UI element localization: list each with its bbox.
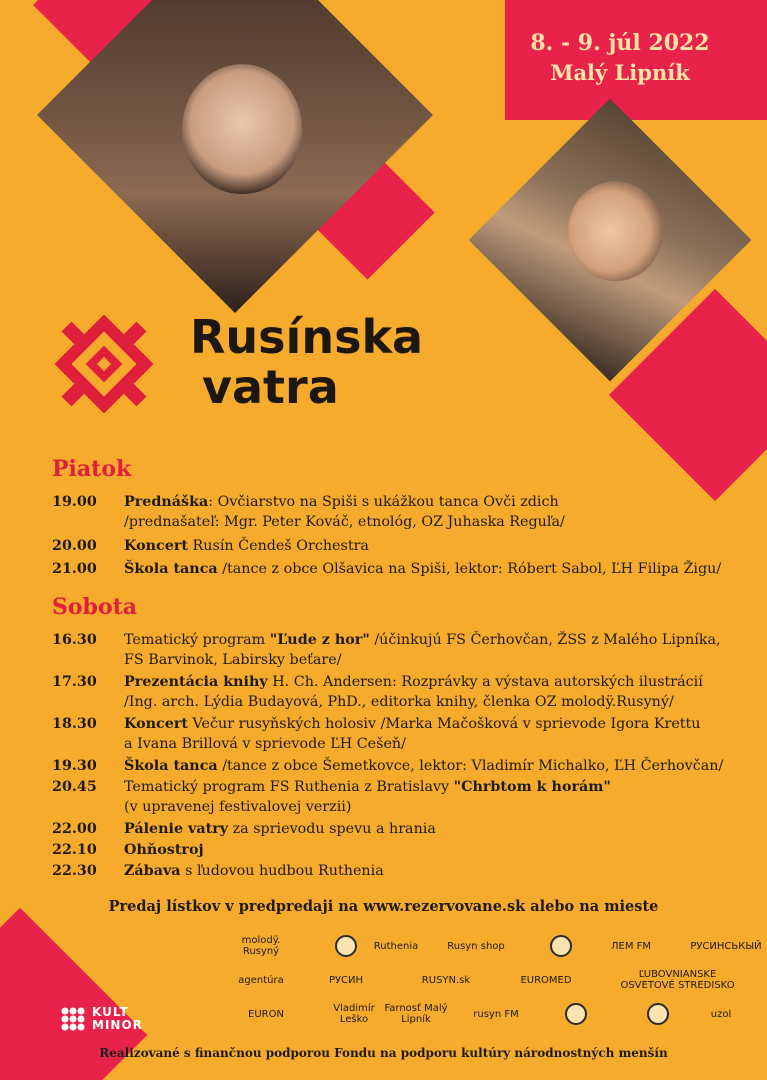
kultminor-icon [60,1006,86,1032]
schedule-description: Koncert Rusín Čendeš Orchestra [124,538,369,554]
schedule-description: Ohňostroj [124,842,204,858]
schedule-time: 20.00 [52,538,97,554]
schedule-time: 22.10 [52,842,97,858]
schedule-description: Prednáška: Ovčiarstvo na Spiši s ukážkou tanca Ovči zdich /prednašateľ: Mgr. Peter Kováč, etnológ, OZ Juhaska Reguľa/ [124,494,565,530]
schedule-time: 20.45 [52,779,97,795]
ticket-url-link[interactable]: www.rezervovane.sk [363,898,526,915]
schedule-time: 21.00 [52,561,97,577]
schedule-row [52,777,752,817]
schedule-description: Tematický program FS Ruthenia z Bratislavy "Chrbtom k horám" (v upravenej festivalovej verzii) [124,779,611,815]
schedule-row [52,630,752,670]
schedule-row [52,840,752,860]
schedule-time: 22.30 [52,863,97,879]
festival-title: Rusínska vatra [190,310,424,414]
sponsor-logo [540,1000,612,1028]
sponsor-logo: ĽUBOVNIANSKE OSVETOVÉ STREDISKO [620,969,735,991]
schedule-row [52,819,752,839]
schedule-description: Škola tanca /tance z obce Šemetkovce, lektor: Vladimír Michalko, ĽH Čerhovčan/ [124,758,724,774]
schedule-description: Pálenie vatry za sprievodu spevu a hrania [124,821,436,837]
schedule-description: Koncert Večur rusyňských holosiv /Marka Mačošková v sprievode Igora Krettu a Ivana Brillová v sprievode ĽH Cešeň/ [124,716,701,752]
sponsor-logo: РУСИНСЬКЫЙ [690,940,762,952]
sponsor-logo: rusyn FM [473,1008,519,1020]
sponsor-logo: Farnosť Malý Lipník [384,1003,448,1025]
sponsor-logo: uzol [710,1008,732,1020]
schedule-row [52,861,752,881]
schedule-row [52,756,752,776]
sponsor-logo: РУСИН [328,974,364,986]
ticket-info: Predaj lístkov v predpredaji na www.rezervovane.sk alebo na mieste [108,898,659,915]
sponsor-logo: Ruthenia [373,940,419,952]
sponsor-logo: ЛЕМ FM [610,940,652,952]
sponsor-logo: EURON [248,1008,284,1020]
sponsor-logo: Vladimír Leško [333,1003,375,1025]
schedule-time: 16.30 [52,632,97,648]
funding-footer: Realizované s finančnou podporou Fondu na podporu kultúry národnostných menšín [99,1046,668,1060]
schedule-row [52,714,752,754]
schedule-description: Prezentácia knihy H. Ch. Andersen: Rozprávky a výstava autorských ilustrácií /Ing. arch. Lýdia Budayová, PhD., editorka knihy, členka OZ molodÿ.Rusyný/ [124,674,703,710]
schedule-time: 17.30 [52,674,97,690]
schedule-time: 19.30 [52,758,97,774]
day-heading-saturday: Sobota [52,594,138,620]
schedule-description: Škola tanca /tance z obce Olšavica na Spiši, lektor: Róbert Sabol, ĽH Filipa Žigu/ [124,561,722,577]
sponsor-logo [525,932,597,960]
schedule-time: 18.30 [52,716,97,732]
sponsor-logo: Rusyn shop [447,940,505,952]
schedule-row [52,492,752,532]
event-date: 8. - 9. júl 2022 [530,30,710,56]
schedule-row [52,559,752,579]
sponsor-logo: molodÿ. Rusyný [241,935,281,957]
schedule-row [52,536,752,556]
sponsor-logo: agentúra [238,974,284,986]
kultminor-logo: KULT MINOR [60,1006,143,1032]
sponsor-logo [622,1000,694,1028]
schedule-description: Tematický program "Ľude z hor" /účinkujú FS Čerhovčan, ŽSS z Malého Lipníka, FS Barvinok, Labirsky beťare/ [124,632,721,668]
sponsor-logo: EUROMED [520,974,572,986]
schedule-description: Zábava s ľudovou hudbou Ruthenia [124,863,384,879]
event-place: Malý Lipník [550,60,690,85]
schedule-row [52,672,752,712]
day-heading-friday: Piatok [52,456,132,482]
sponsor-logo: RUSYN.sk [421,974,471,986]
schedule-time: 19.00 [52,494,97,510]
folk-ornament-icon [45,305,163,423]
schedule-time: 22.00 [52,821,97,837]
